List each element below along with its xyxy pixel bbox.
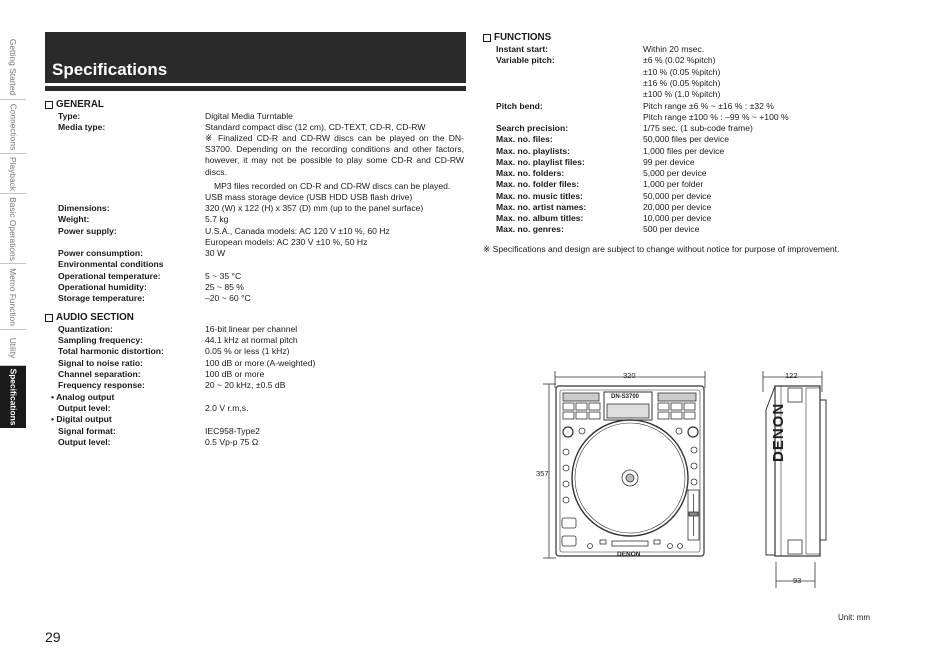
depth-dimension-label: 357 [536,469,549,478]
spec-label: Operational temperature: [58,271,161,281]
tab-connections[interactable]: Connections [0,100,26,154]
spec-label: Max. no. genres: [496,224,564,234]
spec-label: Weight: [58,214,90,224]
spec-label: Signal format: [58,426,116,436]
spec-value: 50,000 per device [643,191,712,201]
spec-value: 16-bit linear per channel [205,324,298,334]
front-view-body [556,386,704,556]
title-rule [45,86,466,91]
spec-value: 1/75 sec. (1 sub-code frame) [643,123,753,133]
spec-value: MP3 files recorded on CD-R and CD-RW discs can be played. [214,181,451,191]
unit-note: Unit: mm [838,613,870,622]
spec-value: 0.5 Vp-p 75 Ω [205,437,259,447]
spec-value: IEC958-Type2 [205,426,260,436]
spec-value: Pitch range ±100 % : –99 % ~ +100 % [643,112,789,122]
spec-label: Output level: [58,403,111,413]
spec-value: 500 per device [643,224,700,234]
page-title-bar [45,32,466,83]
spec-label: Channel separation: [58,369,141,379]
spec-value: Standard compact disc (12 cm), CD-TEXT, CD-R, CD-RW [205,122,426,132]
tab-basic-operations[interactable]: Basic Operations [0,194,26,264]
spec-label: Max. no. artist names: [496,202,587,212]
spec-value: 0.05 % or less (1 kHz) [205,346,290,356]
front-brand-logo: DENON [617,551,641,558]
spec-value: 100 dB or more [205,369,265,379]
spec-value: USB mass storage device (USB HDD USB flash drive) [205,192,413,202]
spec-value: 50,000 files per device [643,134,729,144]
platter [572,420,688,536]
spec-value: Within 20 msec. [643,44,705,54]
spec-label: Max. no. playlist files: [496,157,585,167]
spec-value: Pitch range ±6 % ~ ±16 % : ±32 % [643,101,774,111]
spec-label: Signal to noise ratio: [58,358,143,368]
height-dimension-label: 122 [785,371,798,380]
width-dimension-label: 320 [623,371,636,380]
spec-label: Media type: [58,122,106,132]
spec-value: 5 ~ 35 °C [205,271,242,281]
tab-memo-function[interactable]: Memo Function [0,264,26,330]
spec-label: Max. no. files: [496,134,553,144]
spec-label: Operational humidity: [58,282,147,292]
side-tabs [0,34,26,428]
spec-label: Storage temperature: [58,293,145,303]
tab-utility[interactable]: Utility [0,330,26,366]
model-label: DN-S3700 [611,394,640,400]
functions-heading: FUNCTIONS [483,32,551,43]
spec-value: 1,000 files per device [643,146,725,156]
side-brand-logo: DENON [770,402,787,462]
spec-label: Power supply: [58,226,117,236]
spec-value: –20 ~ 60 °C [205,293,251,303]
checkbox-square-icon [45,101,53,109]
spec-label: Type: [58,111,81,121]
spec-label: Max. no. folders: [496,168,565,178]
spec-label: Quantization: [58,324,113,334]
spec-value: 320 (W) x 122 (H) x 357 (D) mm (up to the panel surface) [205,203,424,213]
spec-value: 44.1 kHz at normal pitch [205,335,298,345]
spec-value: 30 W [205,248,226,258]
media-note: ※ Finalized CD-R and CD-RW discs can be played on the DN-S3700. Depending on the recording conditions and other factors, however, it may not be possible to play some CD-R and CD-RW discs. [205,133,464,177]
spec-value: ±100 % (1.0 %pitch) [643,89,721,99]
spec-label: Environmental conditions [58,259,164,269]
spec-label: Dimensions: [58,203,110,213]
spec-label: Max. no. playlists: [496,146,571,156]
spec-label: Instant start: [496,44,549,54]
spec-label: Search precision: [496,123,569,133]
spec-value: ±16 % (0.05 %pitch) [643,78,721,88]
spec-label: Power consumption: [58,248,143,258]
spec-value: ±10 % (0.05 %pitch) [643,67,721,77]
spec-value: 100 dB or more (A-weighted) [205,358,316,368]
spec-label: Max. no. music titles: [496,191,583,201]
spec-label: Max. no. folder files: [496,179,580,189]
specs-footnote: ※ Specifications and design are subject to change without notice for purpose of improvement. [483,244,840,254]
spec-value: 25 ~ 85 % [205,282,244,292]
tab-getting-started[interactable]: Getting Started [0,34,26,100]
spec-value: 5,000 per device [643,168,707,178]
spec-label: Max. no. album titles: [496,213,584,223]
spec-value: 20,000 per device [643,202,712,212]
spec-label: Sampling frequency: [58,335,143,345]
cue-button [562,518,576,528]
page-number: 29 [45,629,61,645]
spec-label: Output level: [58,437,111,447]
tab-playback[interactable]: Playback [0,154,26,194]
spec-label: • Analog output [51,392,115,402]
spec-value: 5.7 kg [205,214,229,224]
spec-value: 1,000 per folder [643,179,704,189]
spec-value: 10,000 per device [643,213,712,223]
tab-specifications[interactable]: Specifications [0,366,26,428]
spec-label: Total harmonic distortion: [58,346,164,356]
spec-value: U.S.A., Canada models: AC 120 V ±10 %, 60 Hz [205,226,390,236]
spec-value: Digital Media Turntable [205,111,293,121]
spec-value: 99 per device [643,157,695,167]
spec-label: Pitch bend: [496,101,543,111]
spec-value: ±6 % (0.02 %pitch) [643,55,716,65]
side-depth-dimension-label: 93 [793,576,802,585]
spec-label: Variable pitch: [496,55,555,65]
general-heading: GENERAL [45,99,104,110]
spec-label: • Digital output [51,414,112,424]
spec-value: European models: AC 230 V ±10 %, 50 Hz [205,237,368,247]
checkbox-square-icon [45,314,53,322]
checkbox-square-icon [483,34,491,42]
page-title: Specifications [52,60,168,79]
play-button [562,536,576,546]
spec-label: Frequency response: [58,380,145,390]
spec-value: 20 ~ 20 kHz, ±0.5 dB [205,380,286,390]
audio-heading: AUDIO SECTION [45,312,134,323]
spec-value: 2.0 V r.m,s. [205,403,249,413]
